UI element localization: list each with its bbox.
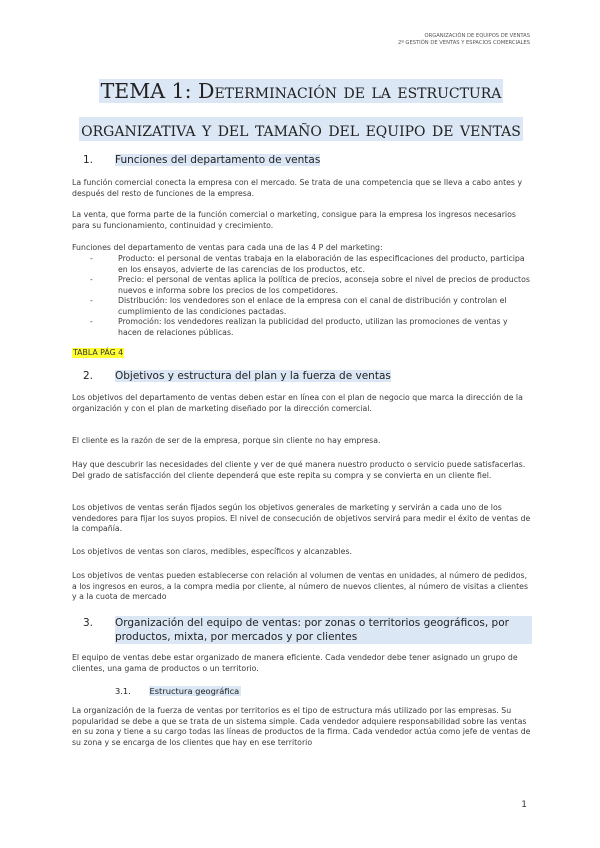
section-heading-3 bbox=[70, 616, 532, 644]
marketing-4p-list bbox=[72, 254, 532, 338]
paragraph: Los objetivos de ventas serán fijados según los objetivos generales de marketing y servirán a cada uno de los vendedores para fijar los suyos propios. El nivel de consecución de objetivos servirá para medir el éxito de ventas de la compañía. bbox=[72, 503, 531, 533]
section-title: Objetivos y estructura del plan y la fuerza de ventas bbox=[115, 370, 391, 382]
list-item: - Precio: el personal de ventas aplica la política de precios, aconseja sobre el nivel de precios de productos nuevos e informa sobre los precios de los competidores. bbox=[72, 275, 532, 296]
paragraph: Los objetivos del departamento de ventas deben estar en línea con el plan de negocio que marca la dirección de la organización y con el plan de marketing diseñado por la dirección comercial. bbox=[72, 393, 523, 413]
list-item: - Producto: el personal de ventas trabaja en la elaboración de las especificaciones del producto, participa en los ensayos, advierte de las carencias de los productos, etc. bbox=[72, 254, 532, 275]
section-number: 3. bbox=[83, 617, 94, 629]
paragraph: Hay que descubrir las necesidades del cliente y ver de qué manera nuestro producto o servicio puede satisfacerlas. Del grado de satisfacción del cliente dependerá que este repita su compra y se convierta en un cliente fiel. bbox=[72, 460, 526, 480]
section-heading-2 bbox=[70, 369, 532, 383]
paragraph: La venta, que forma parte de la función comercial o marketing, consigue para la empresa los ingresos necesarios para su funcionamiento, continuidad y crecimiento. bbox=[72, 210, 516, 230]
subsection-heading-3-1 bbox=[115, 685, 241, 697]
page-title bbox=[70, 72, 532, 148]
page-number: 1 bbox=[521, 800, 527, 810]
list-item: - Promoción: los vendedores realizan la publicidad del producto, utilizan las promociones de ventas y hacen de relaciones públicas. bbox=[72, 317, 532, 338]
section-title: Organización del equipo de ventas: por zonas o territorios geográficos, por productos, mixta, por mercados y por clientes bbox=[115, 616, 532, 644]
paragraph: Funciones del departamento de ventas para cada una de las 4 P del marketing: bbox=[72, 243, 383, 252]
paragraph: La función comercial conecta la empresa con el mercado. Se trata de una competencia que se lleva a cabo antes y después del resto de funciones de la empresa. bbox=[72, 178, 523, 198]
list-item: - Distribución: los vendedores son el enlace de la empresa con el canal de distribución y controlan el cumplimiento de las condiciones pactadas. bbox=[72, 296, 532, 317]
paragraph: Los objetivos de ventas pueden establecerse con relación al volumen de ventas en unidades, al número de pedidos, a los ingresos en euros, a la compra media por cliente, al número de nuevos clientes, al número de visitas a clientes y a la cuota de mercado bbox=[72, 571, 529, 601]
paragraph: El equipo de ventas debe estar organizado de manera eficiente. Cada vendedor debe tener asignado un grupo de clientes, una gama de productos o un territorio. bbox=[72, 653, 518, 673]
section-number: 1. bbox=[83, 154, 94, 166]
section-number: 2. bbox=[83, 370, 94, 382]
section-heading-1 bbox=[70, 153, 532, 167]
paragraph: Los objetivos de ventas son claros, medibles, específicos y alcanzables. bbox=[72, 547, 352, 556]
page-title-text: TEMA 1: Determinación de la estructura organizativa y del tamaño del equipo de ventas bbox=[81, 79, 521, 141]
paragraph: La organización de la fuerza de ventas por territorios es el tipo de estructura más utilizado por las empresas. Su popularidad se debe a que se trata de un sistema simple. Cada vendedor adquiere responsabilidad sobre las ventas en su zona y tiene a su cargo todas las líneas de productos de la firma. Cada vendedor actúa como jefe de ventas de su zona y se encarga de los clientes que hay en ese territorio bbox=[72, 706, 531, 747]
document-header bbox=[398, 33, 530, 47]
paragraph: El cliente es la razón de ser de la empresa, porque sin cliente no hay empresa. bbox=[72, 436, 381, 445]
section-title: Funciones del departamento de ventas bbox=[115, 154, 321, 166]
subsection-title: Estructura geográfica bbox=[149, 686, 240, 696]
header-course-subtitle: 2º GESTIÓN DE VENTAS Y ESPACIOS COMERCIALES bbox=[398, 40, 530, 46]
highlighted-note: TABLA PÁG 4 bbox=[73, 348, 124, 357]
header-course-title: ORGANIZACIÓN DE EQUIPOS DE VENTAS bbox=[424, 33, 530, 39]
subsection-number: 3.1. bbox=[115, 686, 131, 696]
